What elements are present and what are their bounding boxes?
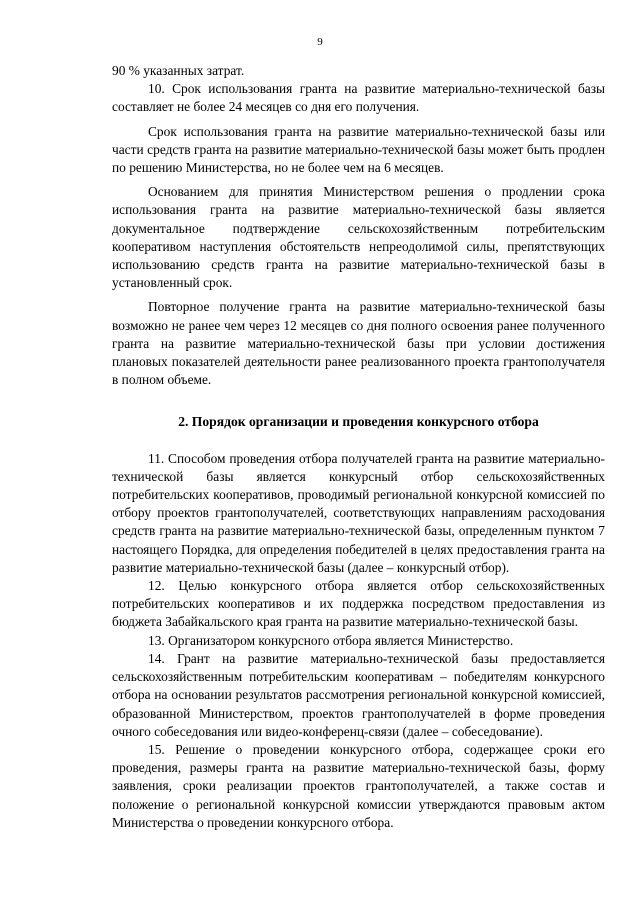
paragraph-item-12: 12. Целью конкурсного отбора является отбор сельскохозяйственных потребительских кооперативов и их поддержка посредством предоставления из бюджета Забайкальского края гранта на развитие материально-технической базы. xyxy=(112,578,605,630)
paragraph-grounds: Основанием для принятия Министерством решения о продлении срока использования гранта на развитие материально-технической базы является документальное подтверждение сельскохозяйственным потребительским кооперативом наступления обстоятельств непреодолимой силы, препятствующих использованию средств гранта на развитие материально-технической базы в установленный срок. xyxy=(112,184,605,291)
paragraph-item-13: 13. Организатором конкурсного отбора является Министерство. xyxy=(148,632,514,648)
paragraph-extension: Срок использования гранта на развитие материально-технической базы или части средств гранта на развитие материально-технической базы может быть продлен по решению Министерства, но не более чем на 6 месяцев. xyxy=(112,123,605,176)
paragraph-repeat-grant: Повторное получение гранта на развитие материально-технической базы возможно не ранее чем через 12 месяцев со дня полного освоения ранее полученного гранта на развитие материально-технической базы при условии достижения плановых показателей деятельности ранее реализованного проекта грантополучателя в полном объеме. xyxy=(112,299,605,388)
paragraph-item-15: 15. Решение о проведении конкурсного отбора, содержащее сроки его проведения, размеры гранта на развитие материально-технической базы, форму заявления, сроки реализации проектов грантополучателей, а также состав и положение о региональной конкурсной комиссии утверждаются правовым актом Министерства о проведении конкурсного отбора. xyxy=(112,741,605,830)
page-number: 9 xyxy=(317,36,323,48)
paragraph-item-11: 11. Способом проведения отбора получателей гранта на развитие материально-технической базы является конкурсный отбор сельскохозяйственных потребительских кооперативов, проводимый региональной конкурсной комиссией по отбору проектов грантополучателей, соответствующих направлениям расходования средств гранта на развитие материально-технической базы, определенным пунктом 7 настоящего Порядка, для определения победителей в целях предоставления гранта на развитие материально-технической базы (далее – конкурсный отбор). xyxy=(112,450,605,575)
paragraph-continuation: 90 % указанных затрат. xyxy=(112,63,245,78)
section-heading: 2. Порядок организации и проведения конкурсного отбора xyxy=(178,414,539,430)
paragraph-item-10: 10. Срок использования гранта на развитие материально-технической базы составляет не более 24 месяцев со дня его получения. xyxy=(112,81,605,115)
document-body xyxy=(112,62,605,832)
paragraph-item-14: 14. Грант на развитие материально-технической базы предоставляется сельскохозяйственным потребительским кооперативам – победителям конкурсного отбора на основании результатов рассмотрения региональной конкурсной комиссией, образованной Министерством, проектов грантополучателей в форме проведения очного собеседования или видео-конференц-связи (далее – собеседование). xyxy=(112,650,605,739)
